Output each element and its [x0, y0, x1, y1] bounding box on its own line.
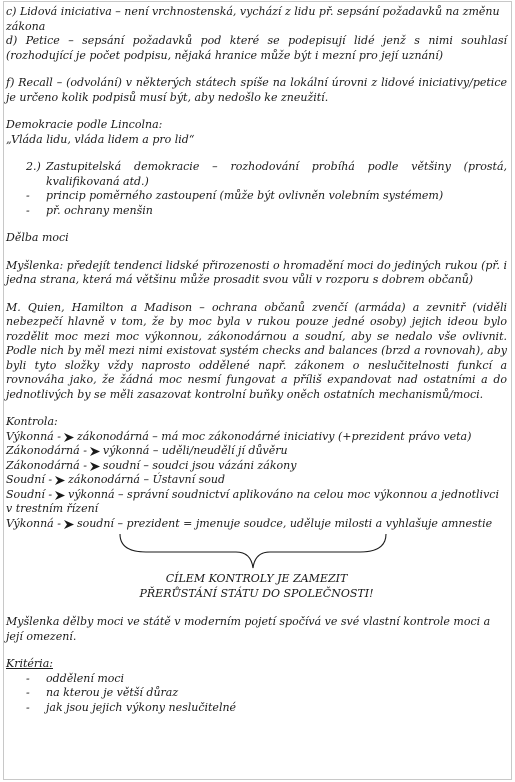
dash-item-2 [6, 204, 507, 219]
kontrola-rest: soudní – prezident = jmenuje soudce, uděluje milosti a vyhlašuje amnestie [76, 516, 493, 530]
kontrola-from: Výkonná - [6, 429, 61, 443]
petice-paragraph: d) Petice – sepsání požadavků pod které se podepisují lidé jenž s nimi souhlasí (rozhodující je počet podpisu, nějaká hranice může být i mezní pro její uznání) [6, 34, 507, 62]
kontrola-rest: výkonná – správní soudnictví aplikováno na celou moc výkonnou a jednotlivci [68, 487, 499, 501]
myslenka-paragraph: Myšlenka: předejít tendenci lidské přirozenosti o hromadění moci do jediných rukou (př. i jedna strana, která má většinu může prosadit svou vůli v rozporu s dobrem občanů) [6, 258, 507, 287]
kontrola-row-continuation: v trestním řízení [6, 502, 99, 516]
recall-paragraph: f) Recall – (odvolání) v některých státech spíše na lokální úrovni z lidové iniciativy/petice je určeno kolik podpisů musí být, aby nedošlo ke zneužití. [6, 76, 507, 104]
arrowhead-icon [63, 433, 75, 442]
kontrola-from: Soudní - [6, 487, 53, 501]
kriteria-item [6, 672, 507, 687]
lincoln-quote: „Vláda lidu, vláda lidem a pro lid“ [6, 132, 195, 146]
arrowhead-icon [89, 447, 101, 456]
kontrola-from: Zákonodárná - [6, 444, 87, 458]
kriteria-item [6, 686, 507, 701]
kontrola-rest: soudní – soudci jsou vázáni zákony [102, 458, 297, 472]
brace-container [6, 532, 507, 572]
kontrola-rest: výkonná – uděli/neudělí jí důvěru [102, 444, 288, 458]
arrowhead-icon [89, 462, 101, 471]
lincoln-title: Demokracie podle Lincolna: [6, 118, 163, 132]
document-content [6, 5, 507, 715]
dash-item-text: př. ochrany menšin [46, 203, 153, 217]
dash-item-text: princip poměrného zastoupení (může být ovlivněn volebním systémem) [46, 189, 444, 203]
dash-item-1 [6, 189, 507, 204]
kriteria-item-text: jak jsou jejich výkony neslučitelné [46, 700, 237, 714]
quien-paragraph: M. Quien, Hamilton a Madison – ochrana občanů zvenčí (armáda) a zevnitř (viděli nebezpečí hlavně v tom, že by moc byla v rukou pouze jedné osoby) jejich ideou bylo rozdělit moc mezi moc výkonnou, zákonodárnou a soudní, aby se nedalo vše ovlivnit. Podle nich by měl mezi nimi existovat systém checks and balances (brzd a rovnovah), aby byli tyto složky vždy naprosto oddělené např. zákonem o neslučitelnosti funkcí a rovnováha jako, že žádná moc nesmí fungovat a příliš expandovat nad ostatními a do jednotlivých by se měli zasazovat kontrolní buňky oněch ostatních mechanismů/moci. [6, 300, 507, 401]
goal-line-2: PŘERŮSTÁNÍ STÁTU DO SPOLEČNOSTI! [139, 587, 374, 601]
kontrola-from: Zákonodárná - [6, 458, 87, 472]
kontrola-row [6, 473, 507, 488]
arrowhead-icon [63, 520, 75, 529]
dash-marker: - [26, 686, 30, 700]
kontrola-from: Soudní - [6, 473, 53, 487]
kontrola-row [6, 444, 507, 459]
kriteria-item [6, 701, 507, 716]
dash-marker: - [26, 700, 30, 714]
kontrola-title: Kontrola: [6, 415, 58, 429]
kontrola-row-vykonna-soudni [6, 517, 507, 532]
arrowhead-icon [54, 491, 66, 500]
kontrola-from: Výkonná - [6, 516, 61, 530]
lidova-iniciativa-line1: c) Lidová iniciativa – není vrchnostenská, vychází z lidu př. sepsání požadavků na změnu [6, 5, 500, 18]
numbered-item-text: Zastupitelská demokracie – rozhodování probíhá podle většiny (prostá, kvalifikovaná atd.) [46, 160, 507, 188]
kontrola-row [6, 459, 507, 474]
dash-marker: - [26, 671, 30, 685]
dash-marker: - [26, 189, 30, 203]
kriteria-item-text: na kterou je větší důraz [46, 686, 179, 700]
myslenka-delby-paragraph: Myšlenka dělby moci ve státě v moderním pojetí spočívá ve své vlastní kontrole moci a její omezení. [6, 615, 491, 643]
kontrola-rest: zákonodárná – má moc zákonodárné iniciativy (+prezident právo veta) [76, 429, 472, 443]
delba-moci-heading: Dělba moci [6, 231, 69, 245]
kontrola-row [6, 430, 507, 445]
kontrola-row-soudni-vykonna [6, 488, 507, 503]
numbered-item-marker: 2.) [26, 160, 41, 174]
kontrola-goal-statement [6, 572, 507, 602]
goal-line-1: CÍLEM KONTROLY JE ZAMEZIT [165, 572, 348, 586]
lidova-iniciativa-line2: zákona [6, 19, 46, 33]
numbered-item-2 [6, 160, 507, 189]
kriteria-item-text: oddělení moci [46, 671, 125, 685]
document-page [3, 1, 512, 780]
curly-brace-icon [118, 532, 388, 572]
arrowhead-icon [54, 476, 66, 485]
kriteria-title: Kritéria: [6, 657, 53, 671]
kontrola-rest: zákonodárná – Ústavní soud [68, 473, 226, 487]
dash-marker: - [26, 203, 30, 217]
